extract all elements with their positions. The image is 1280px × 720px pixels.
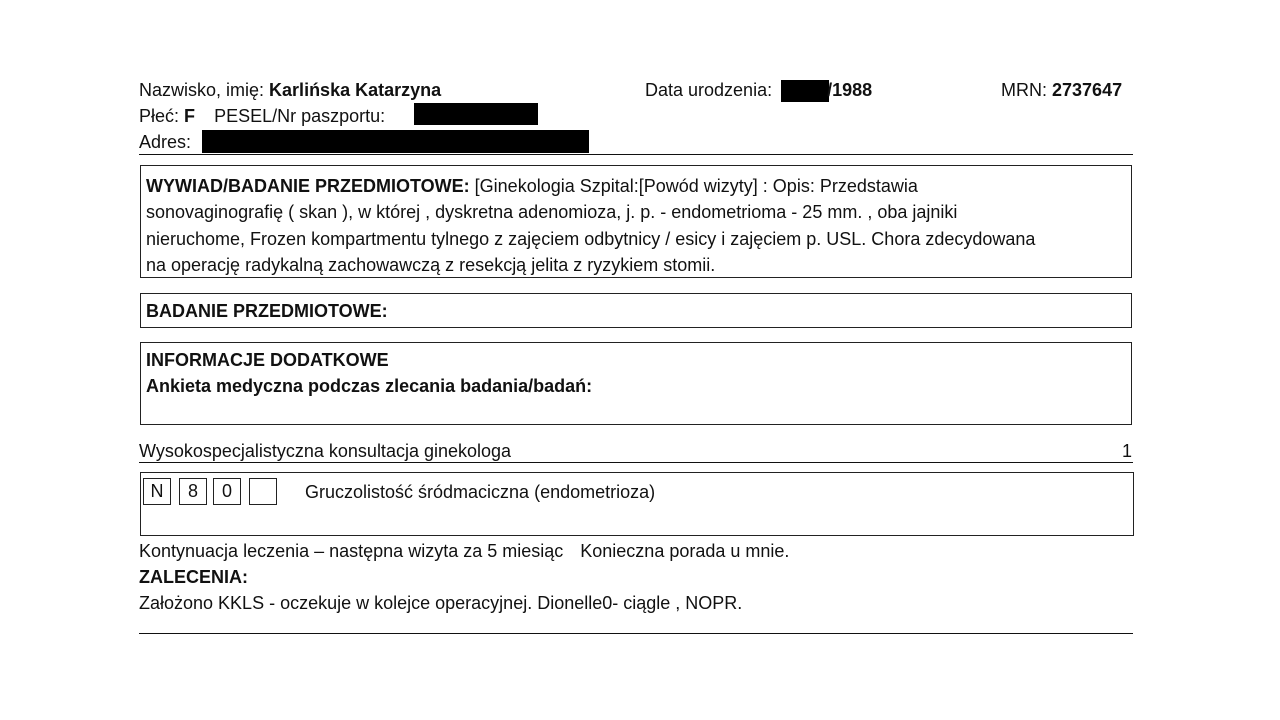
service-divider <box>139 462 1133 463</box>
mrn-value: 2737647 <box>1052 80 1123 100</box>
patient-name-label: Nazwisko, imię: <box>139 80 265 100</box>
mrn-row <box>1001 79 1122 101</box>
history-line-3: nieruchome, Frozen kompartmentu tylnego z zajęciem odbytnicy / esicy i zajęciem p. USL. Chora zdecydowana <box>146 228 1036 249</box>
pesel-redaction <box>414 103 538 125</box>
birth-date-label: Data urodzenia: <box>645 80 773 100</box>
icd-code-cell-4 <box>249 478 277 505</box>
icd-code-cell-3: 0 <box>213 478 241 505</box>
questionnaire-heading <box>146 375 592 397</box>
birth-date-redaction <box>781 80 829 102</box>
history-line-2: sonovaginografię ( skan ), w której , dyskretna adenomioza, j. p. - endometrioma - 25 mm. , oba jajniki <box>146 202 958 223</box>
mrn-label: MRN: <box>1001 80 1047 100</box>
additional-info-heading-text: INFORMACJE DODATKOWE <box>146 350 389 370</box>
pesel-label: PESEL/Nr paszportu: <box>214 106 386 126</box>
sex-label: Płeć: <box>139 106 180 126</box>
history-line-1-text: [Ginekologia Szpital:[Powód wizyty] : Opis: Przedstawia <box>474 176 918 196</box>
continuation-text: Kontynuacja leczenia – następna wizyta za 5 miesiąc <box>139 541 564 561</box>
header-divider <box>139 154 1133 155</box>
additional-info-heading <box>146 349 389 371</box>
continuation-row <box>139 540 789 562</box>
history-line-4: na operację radykalną zachowawczą z resekcją jelita z ryzykiem stomii. <box>146 254 716 275</box>
diagnosis-description: Gruczolistość śródmaciczna (endometrioza) <box>305 482 656 502</box>
patient-name-value: Karlińska Katarzyna <box>269 80 442 100</box>
icd-code-cell-1: N <box>143 478 171 505</box>
history-line-1 <box>146 173 1035 199</box>
history-text <box>146 173 1035 278</box>
history-heading: WYWIAD/BADANIE PRZEDMIOTOWE: <box>146 176 470 196</box>
patient-name-row <box>139 79 441 101</box>
sex-pesel-row <box>139 105 385 127</box>
service-name: Wysokospecjalistyczna konsultacja ginekologa <box>139 441 512 461</box>
service-quantity: 1 <box>1122 441 1133 461</box>
recommendations-text: Założono KKLS - oczekuje w kolejce operacyjnej. Dionelle0- ciągle , NOPR. <box>139 593 743 613</box>
birth-date-row <box>645 79 872 102</box>
continuation-note: Konieczna porada u mnie. <box>580 541 790 561</box>
exam-heading <box>146 300 388 322</box>
recommendations-heading <box>139 566 248 588</box>
exam-heading-text: BADANIE PRZEDMIOTOWE: <box>146 301 388 321</box>
sex-value: F <box>184 106 196 126</box>
address-label: Adres: <box>139 132 192 152</box>
footer-divider <box>139 633 1133 634</box>
birth-date-value: /1988 <box>827 80 873 100</box>
recommendations-heading-text: ZALECENIA: <box>139 567 248 587</box>
address-redaction <box>202 130 589 153</box>
icd-code-cell-2: 8 <box>179 478 207 505</box>
questionnaire-heading-text: Ankieta medyczna podczas zlecania badania/badań: <box>146 376 593 396</box>
